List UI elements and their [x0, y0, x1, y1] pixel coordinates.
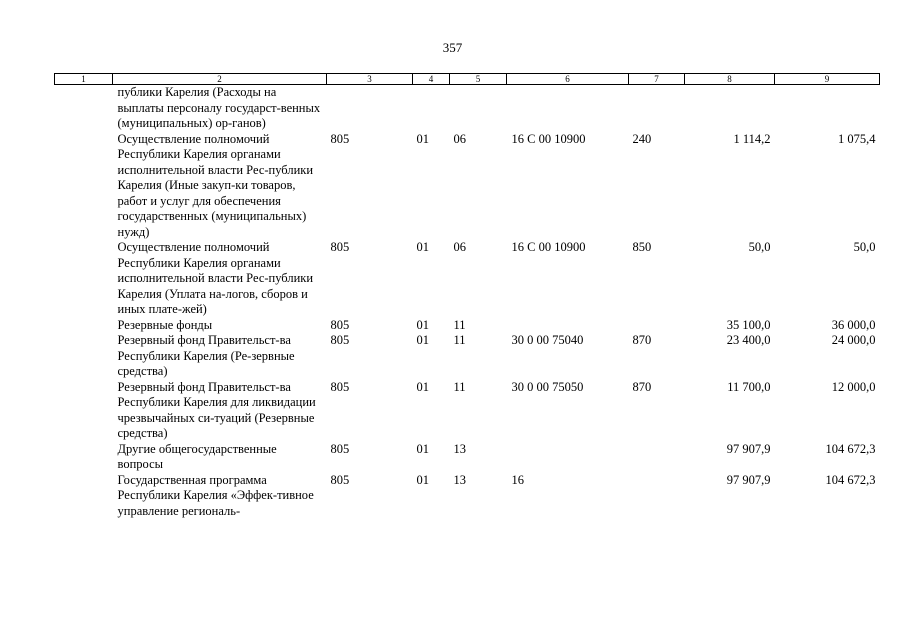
expense-type-code — [629, 473, 685, 520]
subsection-code: 06 — [453, 240, 466, 254]
subsection-code: 13 — [453, 472, 466, 487]
subsection-code: 11 — [453, 333, 466, 347]
table-row — [55, 85, 880, 132]
column-header: 2 — [113, 74, 327, 85]
amount-year-2: 12 000,0 — [831, 379, 876, 394]
row-spacer — [55, 473, 113, 520]
expense-type-code: 870 — [632, 379, 652, 394]
expense-name: Государственная программа Республики Карелия «Эффек-тивное управление региональ- — [117, 472, 314, 518]
target-article-code: 16 С 00 10900 — [511, 131, 586, 146]
section-code: 01 — [416, 317, 429, 332]
amount-year-1: 1 114,2 — [733, 131, 771, 146]
amount-year-2: 36 000,0 — [831, 317, 876, 332]
amount-year-2: 50,0 — [853, 240, 876, 254]
column-number-header-row — [55, 74, 880, 85]
table-row — [55, 333, 880, 380]
table-row — [55, 380, 880, 442]
subsection-code: 11 — [453, 317, 466, 332]
target-article-code — [507, 442, 629, 473]
amount-year-1: 23 400,0 — [726, 333, 771, 347]
row-spacer — [55, 333, 113, 380]
expense-type-code: 850 — [632, 240, 652, 254]
section-code: 01 — [416, 240, 429, 254]
expense-type-code: 240 — [632, 131, 652, 146]
row-spacer — [55, 85, 113, 132]
page-number: 357 — [442, 40, 463, 55]
target-article-code — [507, 85, 629, 132]
expense-type-code — [629, 442, 685, 473]
expense-type-code — [629, 85, 685, 132]
ministry-code: 805 — [330, 441, 350, 456]
ministry-code: 805 — [330, 333, 350, 347]
amount-year-2: 104 672,3 — [825, 472, 876, 487]
section-code: 01 — [416, 379, 429, 394]
section-code: 01 — [416, 441, 429, 456]
subsection-code: 06 — [453, 131, 466, 146]
table-row — [55, 132, 880, 241]
amount-year-1: 35 100,0 — [726, 317, 771, 332]
expense-name: Резервный фонд Правительст-ва Республики Карелия (Ре-зервные средства) — [117, 333, 295, 378]
table-row — [55, 240, 880, 318]
section-code: 01 — [416, 472, 429, 487]
ministry-code — [327, 85, 413, 132]
amount-year-1: 11 700,0 — [727, 379, 771, 394]
amount-year-2: 1 075,4 — [838, 131, 876, 146]
amount-year-1: 97 907,9 — [726, 472, 771, 487]
target-article-code: 30 0 00 75050 — [511, 379, 584, 394]
table-row — [55, 442, 880, 473]
ministry-code: 805 — [330, 240, 350, 254]
subsection-code: 13 — [453, 441, 466, 456]
expense-name: Осуществление полномочий Республики Карелия органами исполнительной власти Рес-публики Карелия (Иные закуп-ки товаров, работ и услуг для обеспечения государственных (муниципальных) нужд) — [117, 131, 314, 239]
section-code — [413, 85, 450, 132]
ministry-code: 805 — [330, 379, 350, 394]
amount-year-2: 104 672,3 — [825, 441, 876, 456]
ministry-code: 805 — [330, 131, 350, 146]
row-spacer — [55, 240, 113, 318]
ministry-code: 805 — [330, 472, 350, 487]
target-article-code: 16 — [511, 472, 524, 487]
column-header: 8 — [685, 74, 775, 85]
column-header: 6 — [507, 74, 629, 85]
column-header: 9 — [775, 74, 880, 85]
row-spacer — [55, 442, 113, 473]
column-header: 5 — [450, 74, 507, 85]
amount-year-1 — [685, 85, 775, 132]
expense-name: Резервный фонд Правительст-ва Республики Карелия для ликвидации чрезвычайных си-туаций (Резервные средства) — [117, 379, 316, 440]
amount-year-1: 97 907,9 — [726, 441, 771, 456]
section-code: 01 — [416, 131, 429, 146]
expense-type-code: 870 — [632, 333, 652, 347]
target-article-code: 16 С 00 10900 — [511, 240, 586, 254]
target-article-code — [507, 318, 629, 334]
expense-name: публики Карелия (Расходы на выплаты персоналу государст-венных (муниципальных) ор-ганов) — [117, 85, 321, 130]
amount-year-2 — [775, 85, 880, 132]
subsection-code: 11 — [453, 379, 466, 394]
expense-name: Резервные фонды — [117, 317, 213, 332]
row-spacer — [55, 318, 113, 334]
column-header: 7 — [629, 74, 685, 85]
column-header: 4 — [413, 74, 450, 85]
column-header: 3 — [327, 74, 413, 85]
target-article-code: 30 0 00 75040 — [511, 333, 584, 347]
section-code: 01 — [416, 333, 429, 347]
amount-year-2: 24 000,0 — [831, 333, 876, 347]
amount-year-1: 50,0 — [748, 240, 771, 254]
expense-type-code — [629, 318, 685, 334]
row-spacer — [55, 380, 113, 442]
row-spacer — [55, 132, 113, 241]
column-header: 1 — [55, 74, 113, 85]
ministry-code: 805 — [330, 317, 350, 332]
expense-name: Другие общегосударственные вопросы — [117, 441, 277, 471]
expense-name: Осуществление полномочий Республики Карелия органами исполнительной власти Рес-публики Карелия (Уплата на-логов, сборов и иных плате-жей) — [117, 240, 314, 316]
subsection-code — [450, 85, 507, 132]
table-row — [55, 318, 880, 334]
table-row — [55, 473, 880, 520]
budget-table — [54, 73, 880, 519]
